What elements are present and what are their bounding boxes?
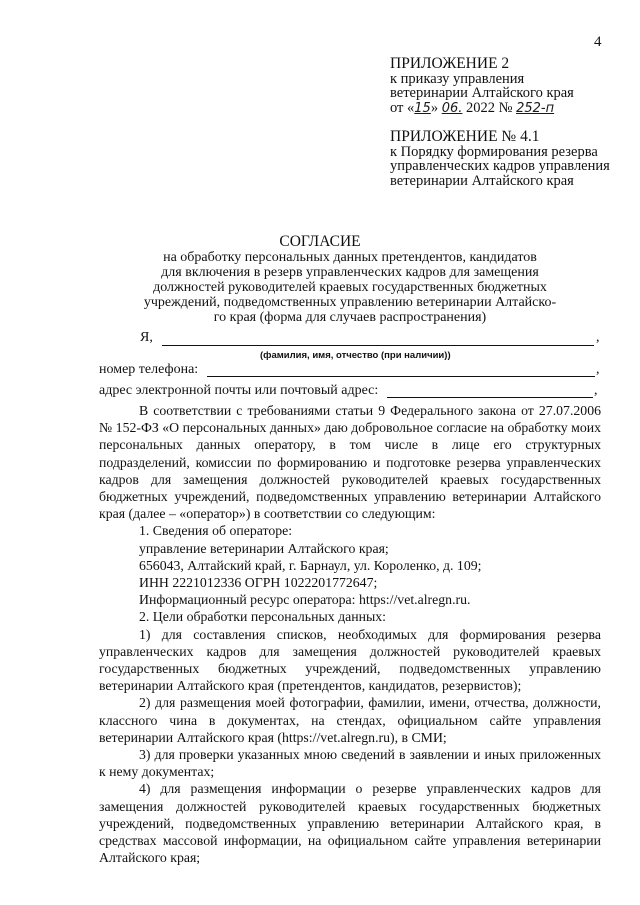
- operator-website: Информационный ресурс оператора: https://vet.alregn.ru.: [139, 592, 471, 608]
- i-label: Я,: [140, 330, 153, 345]
- purpose-item: 2) для размещения моей фотографии, фамилии, имени, отчества, должности, классного чина в документах, на стендах, официальном сайте управления ветеринарии Алтайского края (https://vet.alregn.ru), в СМИ;: [99, 695, 601, 745]
- document-title: СОГЛАСИЕ: [279, 233, 361, 250]
- appendix-4-1-title: ПРИЛОЖЕНИЕ № 4.1: [390, 128, 540, 145]
- appendix-2-title: ПРИЛОЖЕНИЕ 2: [390, 55, 510, 72]
- date-prefix: от «: [390, 99, 415, 116]
- subtitle-line: должностей руководителей краевых государственных бюджетных: [153, 280, 547, 295]
- appendix-2-block: [390, 57, 574, 116]
- phone-comma: ,: [596, 362, 600, 377]
- subtitle-line: на обработку персональных данных претендентов, кандидатов: [163, 250, 537, 265]
- appendix-4-1-line2: управленческих кадров управления: [390, 158, 610, 174]
- fio-input-line[interactable]: [162, 332, 594, 346]
- phone-input-line[interactable]: [207, 363, 595, 377]
- operator-address: 656043, Алтайский край, г. Барнаул, ул. Короленко, д. 109;: [139, 557, 482, 573]
- appendix-2-line2: ветеринарии Алтайского края: [390, 85, 574, 101]
- handwritten-order-number: 252-п: [516, 100, 555, 116]
- subtitle-line: учреждений, подведомственных управлению ветеринарии Алтайско-: [143, 295, 557, 310]
- consent-body: [99, 402, 601, 866]
- purposes-heading: 2. Цели обработки персональных данных:: [139, 609, 386, 625]
- email-input-line[interactable]: [387, 384, 593, 398]
- purpose-item: 4) для размещения информации о резерве управленческих кадров для замещения должностей руководителей краевых государственных бюджетных учреждений, подведомственных управлению ветеринарии Алтайского края, в средствах массовой информации, на официальном сайте управления ветеринарии Алтайского края;: [99, 781, 601, 866]
- purpose-item: 1) для составления списков, необходимых для формирования резерва управленческих кадров для замещения должностей руководителей краевых государственных бюджетных учреждений, подведомственных управлению ветеринарии Алтайского края (претендентов, кандидатов, резервистов);: [99, 626, 601, 694]
- email-comma: ,: [594, 383, 598, 398]
- handwritten-month: 06.: [441, 100, 463, 116]
- operator-heading: 1. Сведения об операторе:: [139, 523, 293, 539]
- fio-hint: (фамилия, имя, отчество (при наличии)): [260, 350, 451, 361]
- appendix-2-date-line: [390, 101, 574, 117]
- appendix-2-line1: к приказу управления: [390, 70, 525, 87]
- appendix-4-1-line3: ветеринарии Алтайского края: [390, 172, 574, 189]
- purpose-item: 3) для проверки указанных мною сведений в заявлении и иных приложенных к нему документах;: [99, 747, 601, 780]
- appendix-4-1-line1: к Порядку формирования резерва: [390, 143, 598, 160]
- date-year: 2022 №: [462, 99, 517, 116]
- fio-comma: ,: [596, 330, 600, 345]
- page-number: 4: [594, 34, 602, 50]
- operator-name: управление ветеринарии Алтайского края;: [139, 540, 389, 556]
- appendix-4-1-block: [390, 130, 610, 188]
- document-subtitle: [140, 250, 560, 325]
- date-mid: »: [430, 99, 442, 116]
- body-paragraph: В соответствии с требованиями статьи 9 Федерального закона от 27.07.2006 № 152-ФЗ «О персональных данных» даю добровольное согласие на обработку моих персональных данных оператору, в том числе в лице его структурных подразделений, комиссии по формированию и подготовке резерва управленческих кадров для замещения должностей руководителей краевых государственных бюджетных учреждений, подведомственных управлению ветеринарии Алтайского края (далее – «оператор») в соответствии со следующим:: [99, 403, 601, 522]
- phone-label: номер телефона:: [99, 362, 199, 377]
- handwritten-day: 15: [414, 100, 431, 116]
- subtitle-line: го края (форма для случаев распространения): [213, 310, 487, 325]
- email-label: адрес электронной почты или почтовый адрес:: [99, 383, 379, 398]
- operator-inn: ИНН 2221012336 ОГРН 1022201772647;: [139, 575, 378, 591]
- subtitle-line: для включения в резерв управленческих кадров для замещения: [161, 265, 539, 280]
